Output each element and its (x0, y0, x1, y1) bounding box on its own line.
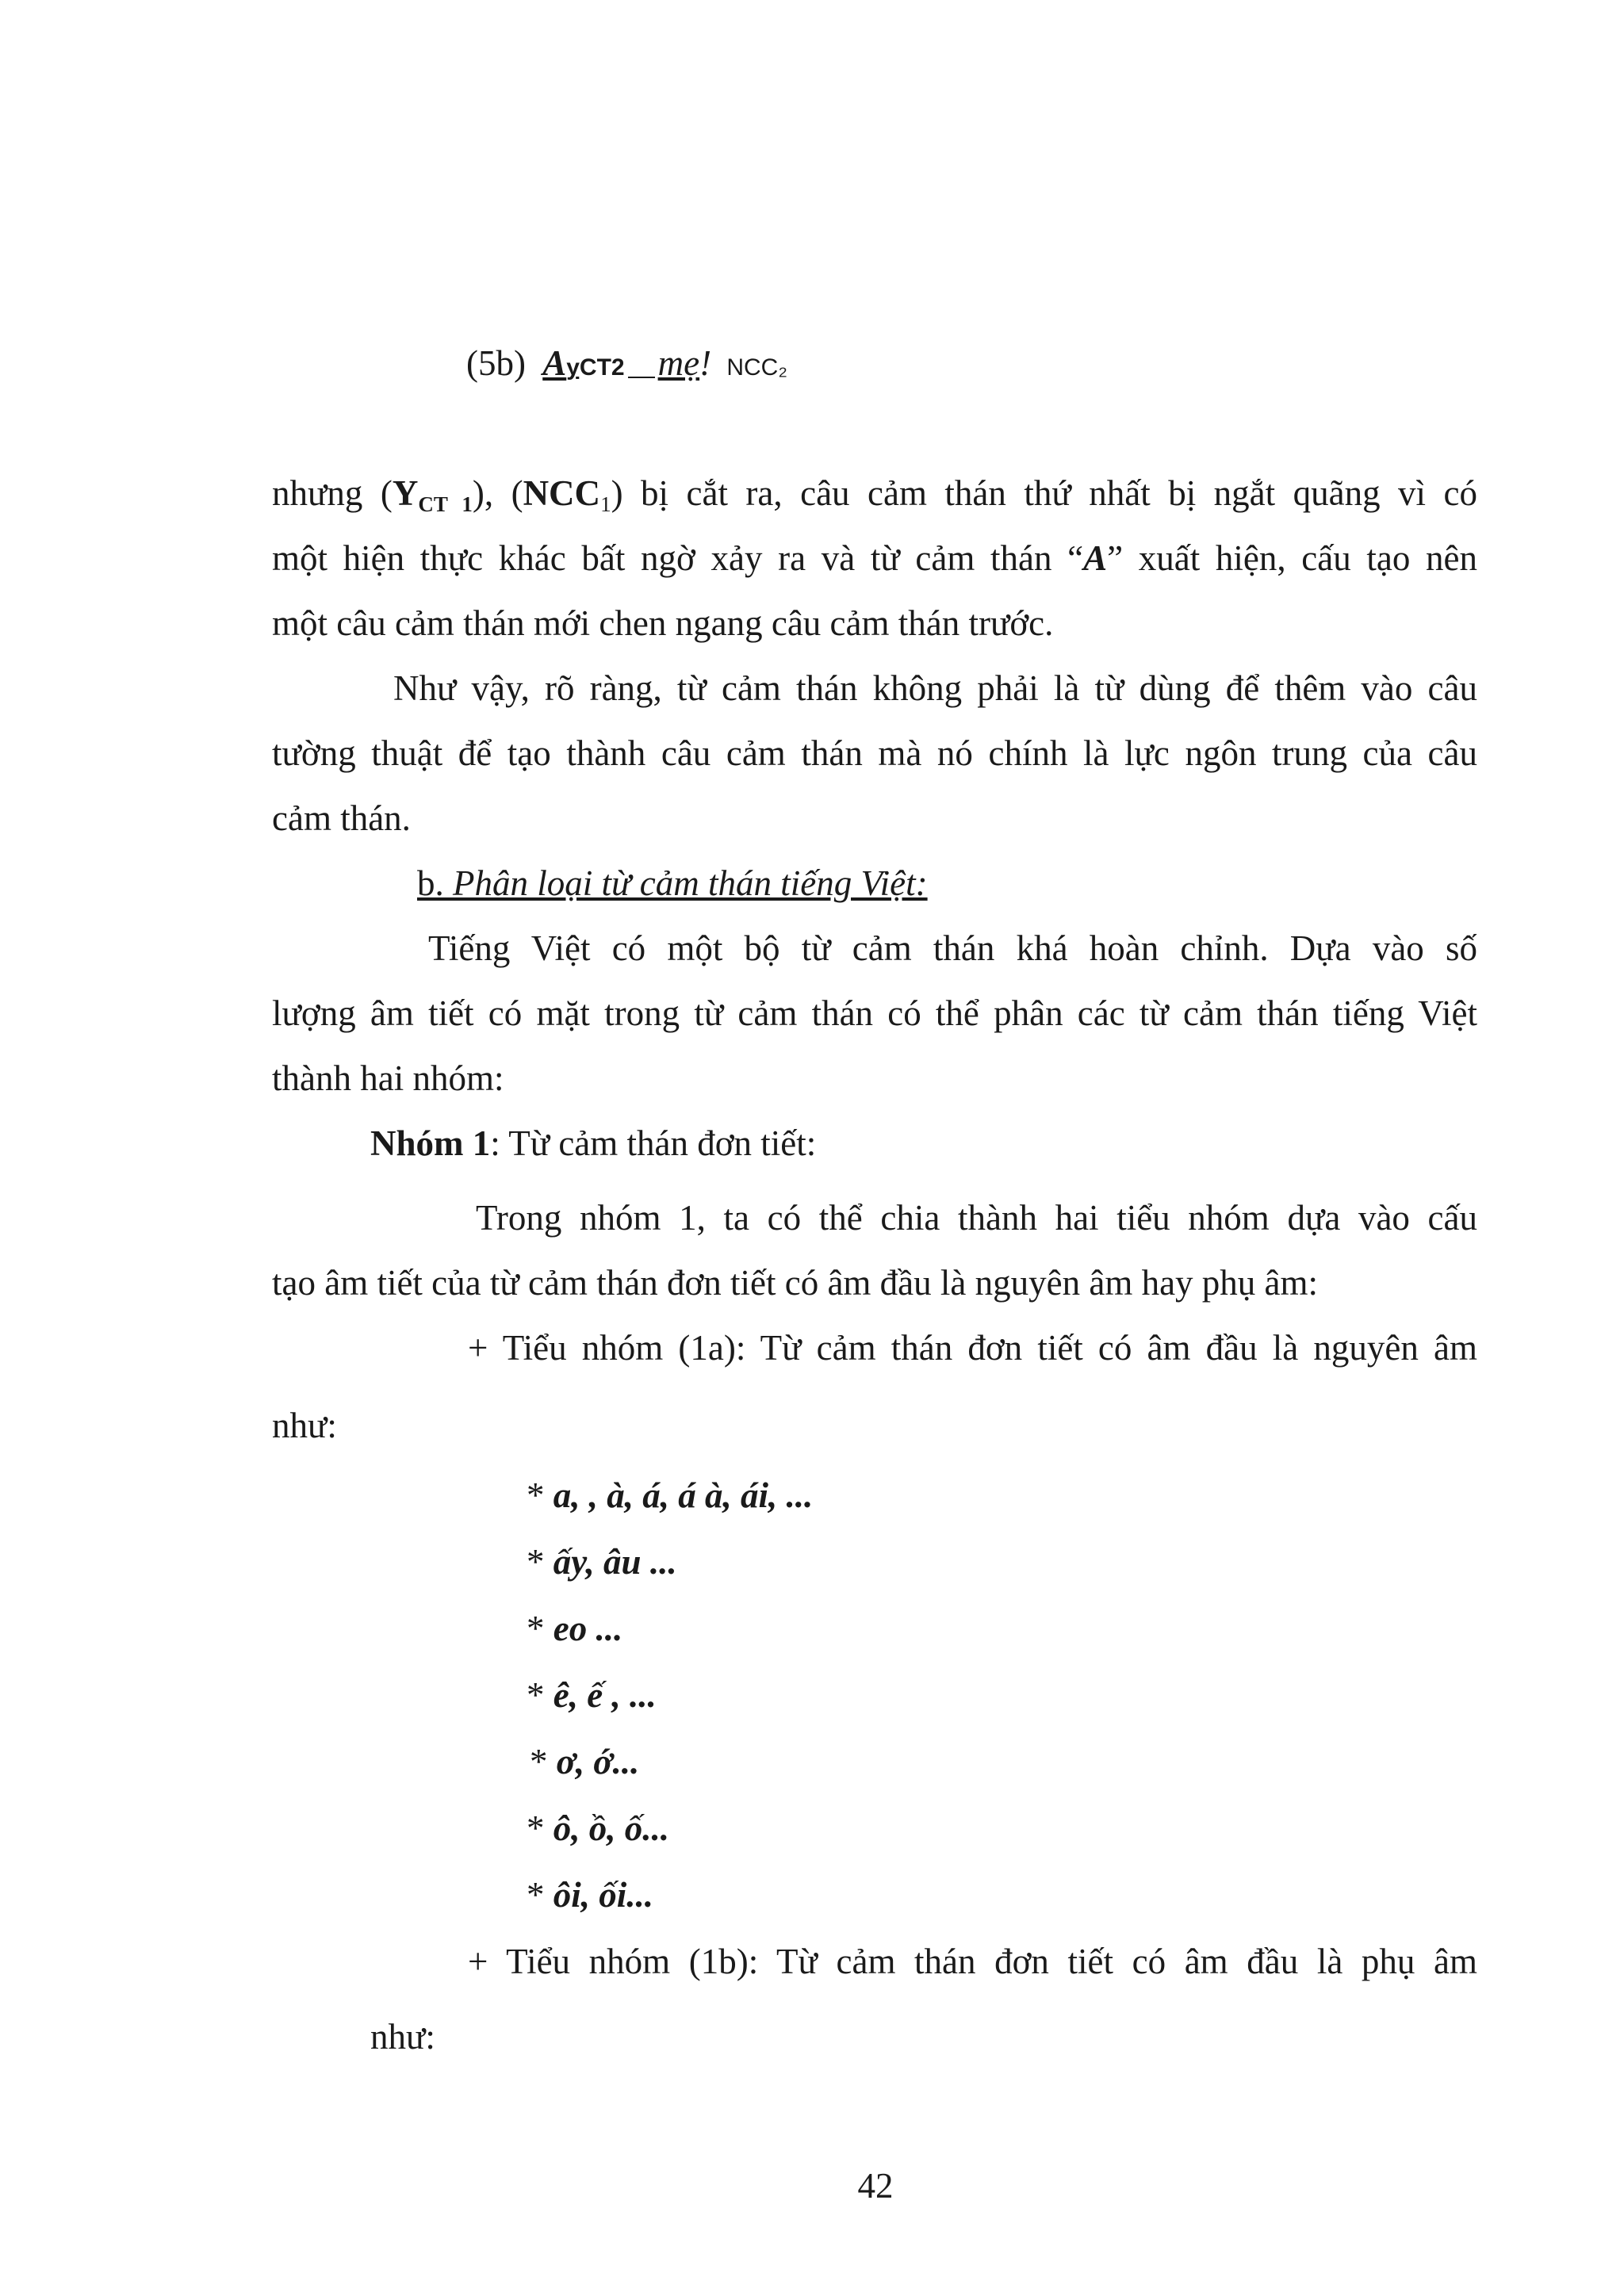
list-words: eo ... (553, 1609, 623, 1648)
para1-text-b: ), ( (472, 473, 523, 513)
list-star: * (530, 1742, 557, 1781)
para1-l2-text-b: ” xuất hiện, cấu tạo nên (1107, 538, 1477, 578)
example-label: (5b) (466, 343, 526, 383)
para3-l2-text: lượng âm tiết có mặt trong từ cảm thán có thể phân các từ cảm thán tiếng Việt (272, 993, 1477, 1033)
para4-line2 (272, 1261, 1318, 1305)
list1a-item (527, 1540, 677, 1584)
group1-label: Nhóm 1 (370, 1123, 491, 1163)
para1-y-sub: CT 1 (418, 492, 473, 516)
group1-heading (370, 1121, 816, 1165)
para2-line1 (393, 666, 1477, 710)
sub1a-l1-text: + Tiểu nhóm (1a): Từ cảm thán đơn tiết có âm đầu là nguyên âm (468, 1328, 1477, 1368)
sub1b-l1-text: + Tiểu nhóm (1b): Từ cảm thán đơn tiết có âm đầu là phụ âm (468, 1942, 1477, 1981)
page-number: 42 (857, 2166, 894, 2206)
example-blank (628, 370, 655, 378)
example-ncc2: NCC₂ (726, 354, 787, 381)
list-words: ấy, âu ... (553, 1542, 677, 1582)
sub1a-line2 (272, 1403, 337, 1448)
list-words: ơ, ớ... (556, 1742, 640, 1781)
list1a-item (527, 1673, 657, 1717)
list-words: ê, ế , ... (553, 1675, 657, 1715)
group1-text: : Từ cảm thán đơn tiết: (490, 1123, 817, 1163)
sub1a-l2-text: như: (272, 1406, 337, 1445)
para4-l1-text: Trong nhóm 1, ta có thể chia thành hai tiểu nhóm dựa vào cấu (476, 1198, 1477, 1238)
para1-ncc-sub: 1 (600, 492, 611, 516)
para1-ncc: NCC (523, 473, 601, 513)
sub1a-line1 (468, 1326, 1477, 1370)
example-word-me: mẹ (657, 343, 700, 383)
list1a-item (527, 1606, 622, 1651)
para2-l1-text: Như vậy, rõ ràng, từ cảm thán không phải là từ dùng để thêm vào câu (393, 668, 1477, 708)
para3-l3-text: thành hai nhóm: (272, 1058, 504, 1098)
list-star: * (527, 1475, 553, 1515)
example-word-a: A (542, 343, 567, 383)
list1a-item (530, 1739, 639, 1784)
list-words: ôi, ối... (553, 1875, 654, 1915)
list-star: * (527, 1875, 553, 1915)
heading-b-prefix: b. (417, 863, 453, 903)
list1a-item (527, 1873, 653, 1917)
example-5b (466, 341, 787, 390)
list-star: * (527, 1542, 553, 1582)
para2-line2 (272, 731, 1477, 775)
para1-line1 (272, 471, 1477, 515)
para4-l2-text: tạo âm tiết của từ cảm thán đơn tiết có âm đầu là nguyên âm hay phụ âm: (272, 1263, 1319, 1303)
list1a-item (527, 1806, 669, 1850)
example-sub-yct2: ỵCT2 (566, 354, 625, 381)
list-star: * (527, 1675, 553, 1715)
para3-l1-text: Tiếng Việt có một bộ từ cảm thán khá hoàn chỉnh. Dựa vào số (428, 928, 1477, 968)
para1-text-c: ) bị cắt ra, câu cảm thán thứ nhất bị ngắt quãng vì có (611, 473, 1478, 513)
para1-l3-text: một câu cảm thán mới chen ngang câu cảm thán trước. (272, 603, 1054, 643)
para3-line1 (428, 926, 1477, 970)
para3-line3 (272, 1056, 504, 1100)
para2-line3 (272, 796, 411, 840)
para1-text-a: nhưng ( (272, 473, 393, 513)
para3-line2 (272, 991, 1477, 1035)
list-words: a, , à, á, á à, ái, ... (553, 1475, 814, 1515)
sub1b-line1 (468, 1939, 1477, 1984)
para1-y: Y (392, 473, 419, 513)
list-star: * (527, 1609, 553, 1648)
list1a-item (527, 1473, 813, 1517)
section-heading-b (417, 861, 928, 905)
sub1b-l2-text: như: (370, 2017, 435, 2057)
para4-line1 (476, 1196, 1477, 1240)
sub1b-line2 (370, 2015, 435, 2059)
para1-l2-word-a: A (1083, 538, 1108, 578)
list-words: ô, ồ, ố... (553, 1808, 669, 1848)
para1-line2 (272, 536, 1477, 580)
para1-l2-text-a: một hiện thực khác bất ngờ xảy ra và từ cảm thán “ (272, 538, 1084, 578)
para2-l2-text: tường thuật để tạo thành câu cảm thán mà nó chính là lực ngôn trung của câu (272, 733, 1477, 773)
para1-line3 (272, 601, 1053, 645)
list-star: * (527, 1808, 553, 1848)
para2-l3-text: cảm thán. (272, 798, 411, 838)
heading-b-title: Phân loại từ cảm thán tiếng Việt: (453, 863, 928, 903)
example-exclaim: ! (699, 343, 712, 383)
